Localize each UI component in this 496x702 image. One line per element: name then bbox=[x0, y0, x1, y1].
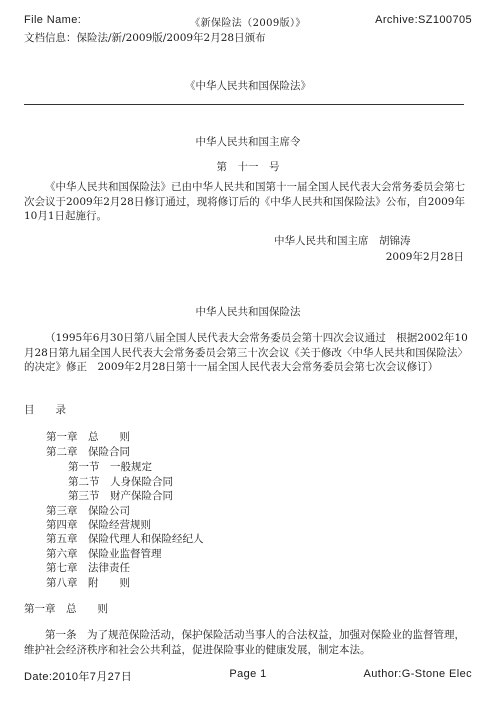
doc-info: 文档信息：保险法/新/2009版/2009年2月28日颁布 bbox=[24, 32, 266, 44]
doc-title: 《中华人民共和国保险法》 bbox=[185, 80, 311, 92]
order-date: 2009年2月28日 bbox=[385, 251, 464, 263]
order-body: 《中华人民共和国保险法》已由中华人民共和国第十一届全国人民代表大会常务委员会第七次会议于2009年2月28日修订通过，现将修订后的《中华人民共和国保险法》公布，自2009年10月1日起施行。 bbox=[24, 181, 465, 222]
law-history: （1995年6月30日第八届全国人民代表大会常务委员会第十四次会议通过 根据2002年10月28日第九届全国人民代表大会常务委员会第三十次会议《关于修改〈中华人民共和国保险法〉的决定》修正 2009年2月28日第十一届全国人民代表大会常务委员会第七次会议修订） bbox=[24, 332, 468, 373]
toc-item: 第四章 保险经营规则 bbox=[46, 519, 151, 531]
article-1: 第一条 为了规范保险活动，保护保险活动当事人的合法权益，加强对保险业的监督管理，维护社会经济秩序和社会公共利益，促进保险事业的健康发展，制定本法。 bbox=[24, 629, 465, 656]
order-signer: 中华人民共和国主席 胡锦涛 bbox=[274, 235, 411, 247]
toc-item: 第七章 法律责任 bbox=[46, 562, 130, 574]
order-heading: 中华人民共和国主席令 bbox=[195, 136, 301, 148]
footer-date: Date:2010年7月27日 bbox=[24, 671, 133, 683]
toc-item: 第二章 保险合同 bbox=[46, 446, 130, 458]
toc-item: 第一章 总 则 bbox=[46, 431, 130, 443]
file-name-label: File Name: bbox=[24, 14, 82, 26]
toc-item: 第五章 保险代理人和保险经纪人 bbox=[46, 533, 204, 545]
law-title: 中华人民共和国保险法 bbox=[195, 306, 301, 318]
toc-item: 第一节 一般规定 bbox=[68, 461, 152, 473]
toc-item: 第三节 财产保险合同 bbox=[68, 490, 173, 502]
archive-label: Archive:SZ100705 bbox=[375, 14, 472, 26]
footer-author: Author:G-Stone Elec bbox=[363, 668, 472, 680]
page-header bbox=[24, 14, 472, 28]
header-doc-title: 《新保险法（2009版）》 bbox=[190, 18, 306, 29]
page-number: Page 1 bbox=[229, 668, 267, 680]
toc-item: 第三章 保险公司 bbox=[46, 505, 130, 517]
toc-heading: 目 录 bbox=[24, 404, 66, 416]
divider-rule bbox=[24, 104, 464, 105]
toc-item: 第六章 保险业监督管理 bbox=[46, 548, 162, 560]
order-number: 第 十一 号 bbox=[216, 161, 280, 173]
page-footer bbox=[24, 668, 472, 682]
chapter1-heading: 第一章 总 则 bbox=[24, 603, 108, 615]
toc-item: 第八章 附 则 bbox=[46, 577, 130, 589]
toc-item: 第二节 人身保险合同 bbox=[68, 476, 173, 488]
